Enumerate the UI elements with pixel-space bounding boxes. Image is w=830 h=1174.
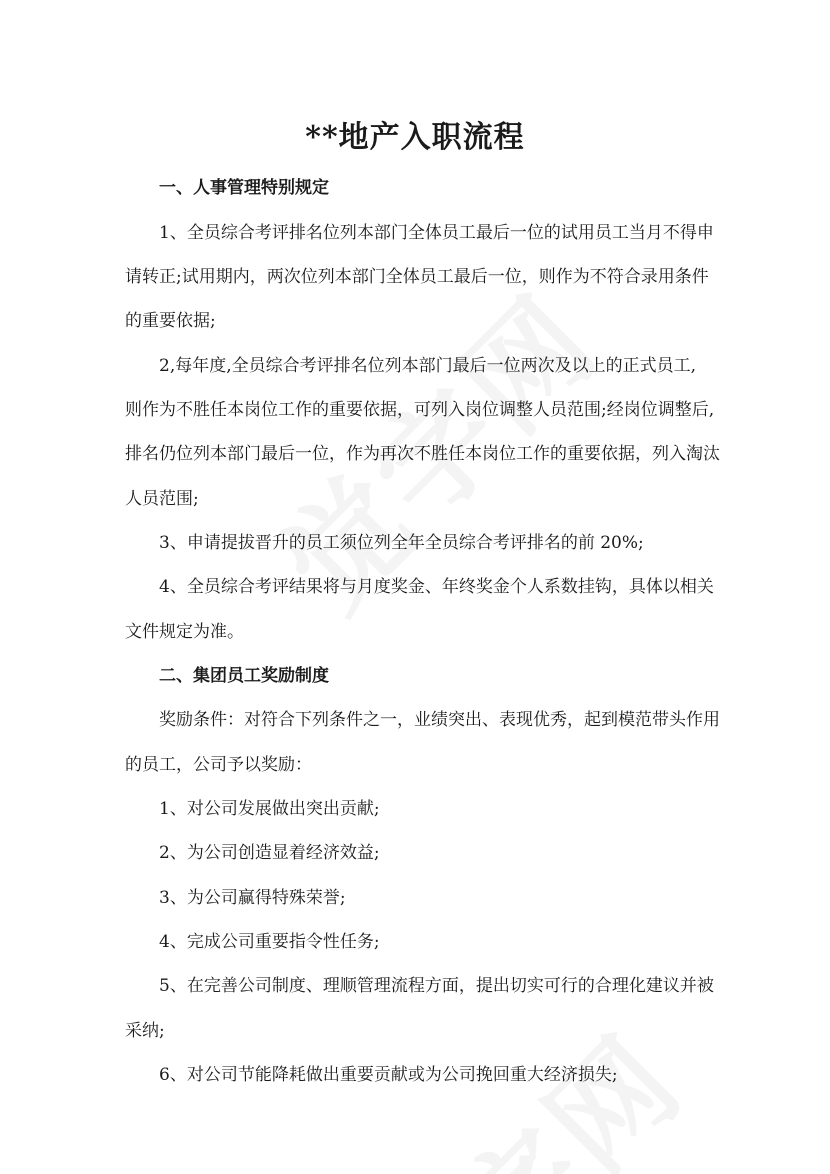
paragraph-line: 文件规定为准。 <box>125 622 244 642</box>
paragraph-line: 排名仍位列本部门最后一位，作为再次不胜任本岗位工作的重要依据，列入淘汰 <box>125 444 720 464</box>
paragraph-line: 1、全员综合考评排名位列本部门全体员工最后一位的试用员工当月不得申 <box>159 223 714 243</box>
list-item: 5、在完善公司制度、理顺管理流程方面，提出切实可行的合理化建议并被 <box>159 976 714 996</box>
list-item: 4、完成公司重要指令性任务; <box>159 932 380 952</box>
page-title: **地产入职流程 <box>305 120 525 155</box>
paragraph-line: 2,每年度,全员综合考评排名位列本部门最后一位两次及以上的正式员工, <box>159 356 697 376</box>
paragraph-line: 的员工，公司予以奖励： <box>125 755 312 775</box>
section-heading-1: 一、人事管理特别规定 <box>159 178 329 198</box>
paragraph-line: 请转正;试用期内，两次位列本部门全体员工最后一位，则作为不符合录用条件 <box>125 267 709 287</box>
paragraph-line: 奖励条件：对符合下列条件之一，业绩突出、表现优秀，起到模范带头作用 <box>159 710 720 730</box>
list-item: 3、为公司赢得特殊荣誉; <box>159 888 346 908</box>
list-item: 采纳; <box>125 1021 165 1041</box>
paragraph-line: 3、申请提拔晋升的员工须位列全年全员综合考评排名的前 20%; <box>159 533 644 553</box>
paragraph-line: 人员范围; <box>125 489 199 509</box>
list-item: 1、对公司发展做出突出贡献; <box>159 799 380 819</box>
list-item: 6、对公司节能降耗做出重要贡献或为公司挽回重大经济损失; <box>159 1065 618 1085</box>
list-item: 2、为公司创造显着经济效益; <box>159 843 380 863</box>
paragraph-line: 4、全员综合考评结果将与月度奖金、年终奖金个人系数挂钩，具体以相关 <box>159 577 714 597</box>
paragraph-line: 则作为不胜任本岗位工作的重要依据，可列入岗位调整人员范围;经岗位调整后, <box>125 400 715 420</box>
paragraph-line: 的重要依据; <box>125 311 216 331</box>
section-heading-2: 二、集团员工奖励制度 <box>159 666 329 686</box>
